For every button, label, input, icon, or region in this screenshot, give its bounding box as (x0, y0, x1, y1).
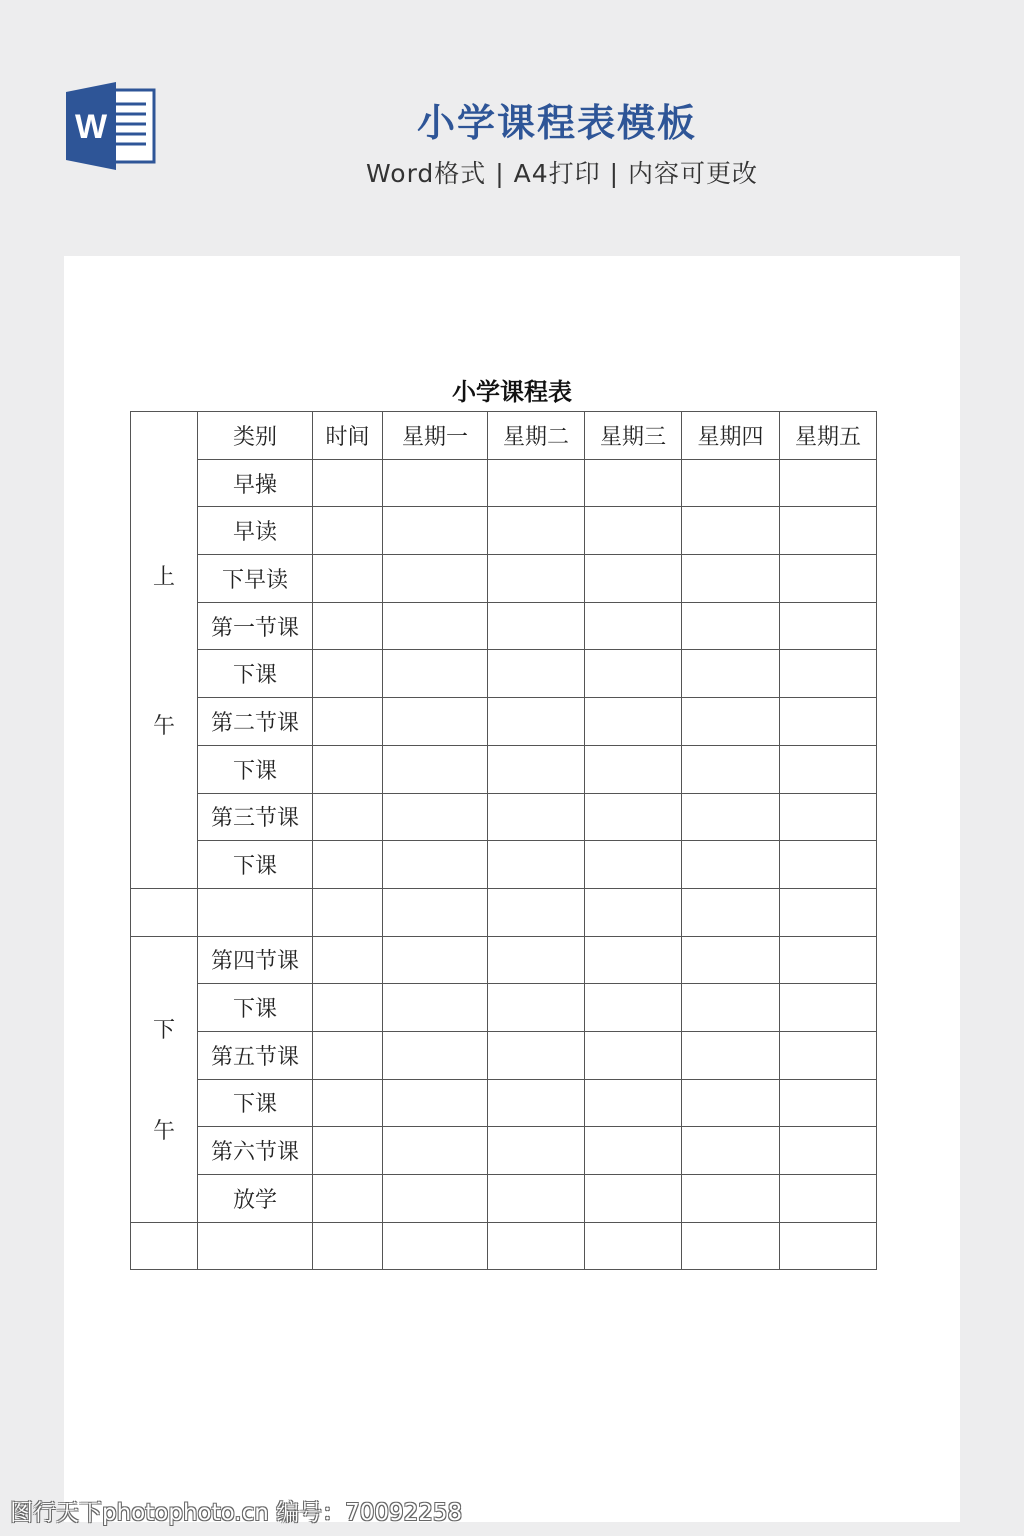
empty-cell (313, 745, 383, 793)
empty-cell (682, 602, 780, 650)
afternoon-label-bottom: 午 (152, 1119, 175, 1145)
column-header: 星期一 (383, 412, 488, 460)
empty-cell (780, 1222, 877, 1270)
empty-cell (383, 936, 488, 984)
empty-cell (488, 650, 585, 698)
empty-cell (682, 1222, 780, 1270)
document-page (64, 256, 960, 1522)
empty-cell (488, 1175, 585, 1223)
table-row (131, 459, 877, 507)
row-category: 早读 (198, 507, 313, 555)
empty-cell (313, 602, 383, 650)
empty-cell (585, 888, 682, 936)
empty-cell (780, 1127, 877, 1175)
empty-cell (488, 936, 585, 984)
empty-cell (383, 984, 488, 1032)
empty-cell (313, 1031, 383, 1079)
empty-cell (198, 1222, 313, 1270)
empty-cell (488, 1079, 585, 1127)
row-category: 第二节课 (198, 698, 313, 746)
empty-cell (383, 650, 488, 698)
empty-cell (488, 888, 585, 936)
morning-label-bottom: 午 (152, 713, 175, 739)
row-category: 第三节课 (198, 793, 313, 841)
empty-cell (383, 1127, 488, 1175)
table-row (131, 1127, 877, 1175)
empty-cell (488, 841, 585, 889)
empty-cell (682, 1175, 780, 1223)
table-row (131, 1079, 877, 1127)
empty-cell (780, 650, 877, 698)
empty-cell (488, 1031, 585, 1079)
column-header: 类别 (198, 412, 313, 460)
morning-label-top: 上 (152, 564, 175, 590)
row-category: 第一节课 (198, 602, 313, 650)
empty-cell (682, 984, 780, 1032)
document-title: 小学课程表 (452, 377, 572, 406)
table-row (131, 984, 877, 1032)
empty-cell (198, 888, 313, 936)
row-category: 第五节课 (198, 1031, 313, 1079)
empty-cell (682, 841, 780, 889)
empty-cell (682, 888, 780, 936)
page-title: 小学课程表模板 (416, 101, 697, 145)
empty-cell (383, 555, 488, 603)
empty-cell (780, 936, 877, 984)
empty-cell (488, 698, 585, 746)
empty-cell (780, 745, 877, 793)
afternoon-label-cell (131, 936, 198, 1222)
empty-cell (682, 745, 780, 793)
empty-cell (585, 793, 682, 841)
empty-cell (780, 1079, 877, 1127)
empty-cell (585, 1031, 682, 1079)
empty-cell (488, 793, 585, 841)
empty-cell (313, 793, 383, 841)
empty-cell (488, 507, 585, 555)
table-row (131, 507, 877, 555)
empty-cell (313, 1079, 383, 1127)
empty-cell (682, 793, 780, 841)
table-row (131, 1175, 877, 1223)
empty-cell (488, 745, 585, 793)
table-row (131, 602, 877, 650)
empty-cell (682, 1127, 780, 1175)
empty-cell (682, 1031, 780, 1079)
empty-cell (585, 1079, 682, 1127)
empty-cell (313, 984, 383, 1032)
empty-cell (780, 555, 877, 603)
empty-cell (780, 793, 877, 841)
header-row (131, 412, 877, 460)
empty-cell (131, 888, 198, 936)
empty-cell (488, 459, 585, 507)
row-category: 下早读 (198, 555, 313, 603)
empty-cell (383, 507, 488, 555)
empty-cell (585, 1222, 682, 1270)
empty-cell (780, 984, 877, 1032)
empty-cell (383, 888, 488, 936)
empty-cell (585, 936, 682, 984)
empty-cell (313, 1175, 383, 1223)
empty-cell (383, 459, 488, 507)
row-category: 下课 (198, 745, 313, 793)
svg-text:W: W (74, 108, 108, 146)
table-row (131, 793, 877, 841)
empty-cell (585, 698, 682, 746)
empty-cell (682, 1079, 780, 1127)
empty-cell (383, 1079, 488, 1127)
empty-cell (682, 459, 780, 507)
empty-cell (383, 793, 488, 841)
empty-cell (313, 1127, 383, 1175)
empty-cell (585, 841, 682, 889)
empty-cell (131, 1222, 198, 1270)
empty-cell (383, 841, 488, 889)
empty-cell (488, 555, 585, 603)
morning-label-cell (131, 412, 198, 889)
spacer-row (131, 1222, 877, 1270)
empty-cell (313, 650, 383, 698)
empty-cell (383, 745, 488, 793)
empty-cell (780, 1175, 877, 1223)
page-header (0, 0, 1024, 240)
column-header: 时间 (313, 412, 383, 460)
empty-cell (585, 1175, 682, 1223)
empty-cell (682, 698, 780, 746)
column-header: 星期三 (585, 412, 682, 460)
row-category: 下课 (198, 1079, 313, 1127)
empty-cell (585, 745, 682, 793)
empty-cell (585, 1127, 682, 1175)
empty-cell (780, 507, 877, 555)
table-row (131, 698, 877, 746)
empty-cell (780, 841, 877, 889)
table-row (131, 555, 877, 603)
table-row (131, 745, 877, 793)
row-category: 下课 (198, 984, 313, 1032)
empty-cell (682, 555, 780, 603)
empty-cell (585, 602, 682, 650)
empty-cell (780, 1031, 877, 1079)
row-category: 放学 (198, 1175, 313, 1223)
empty-cell (780, 698, 877, 746)
empty-cell (585, 555, 682, 603)
column-header: 星期五 (780, 412, 877, 460)
table-row (131, 841, 877, 889)
empty-cell (585, 650, 682, 698)
empty-cell (585, 984, 682, 1032)
empty-cell (682, 936, 780, 984)
empty-cell (383, 602, 488, 650)
row-category: 下课 (198, 650, 313, 698)
column-header: 星期二 (488, 412, 585, 460)
empty-cell (488, 602, 585, 650)
empty-cell (682, 507, 780, 555)
empty-cell (313, 459, 383, 507)
empty-cell (488, 984, 585, 1032)
empty-cell (585, 507, 682, 555)
empty-cell (313, 841, 383, 889)
row-category: 第四节课 (198, 936, 313, 984)
page-subtitle: Word格式 | A4打印 | 内容可更改 (366, 159, 758, 188)
empty-cell (682, 650, 780, 698)
empty-cell (313, 555, 383, 603)
empty-cell (313, 698, 383, 746)
row-category: 第六节课 (198, 1127, 313, 1175)
empty-cell (585, 459, 682, 507)
empty-cell (383, 1031, 488, 1079)
empty-cell (383, 1222, 488, 1270)
empty-cell (313, 1222, 383, 1270)
spacer-row (131, 888, 877, 936)
empty-cell (488, 1222, 585, 1270)
table-row (131, 936, 877, 984)
empty-cell (780, 602, 877, 650)
empty-cell (780, 888, 877, 936)
empty-cell (313, 507, 383, 555)
schedule-table (130, 411, 877, 1270)
watermark-text: 图行天下photophoto.cn 编号：70092258 (10, 1500, 463, 1526)
empty-cell (313, 888, 383, 936)
column-header: 星期四 (682, 412, 780, 460)
empty-cell (488, 1127, 585, 1175)
empty-cell (780, 459, 877, 507)
table-row (131, 650, 877, 698)
table-row (131, 1031, 877, 1079)
row-category: 下课 (198, 841, 313, 889)
afternoon-label-top: 下 (152, 1018, 175, 1044)
empty-cell (313, 936, 383, 984)
row-category: 早操 (198, 459, 313, 507)
empty-cell (383, 1175, 488, 1223)
empty-cell (383, 698, 488, 746)
